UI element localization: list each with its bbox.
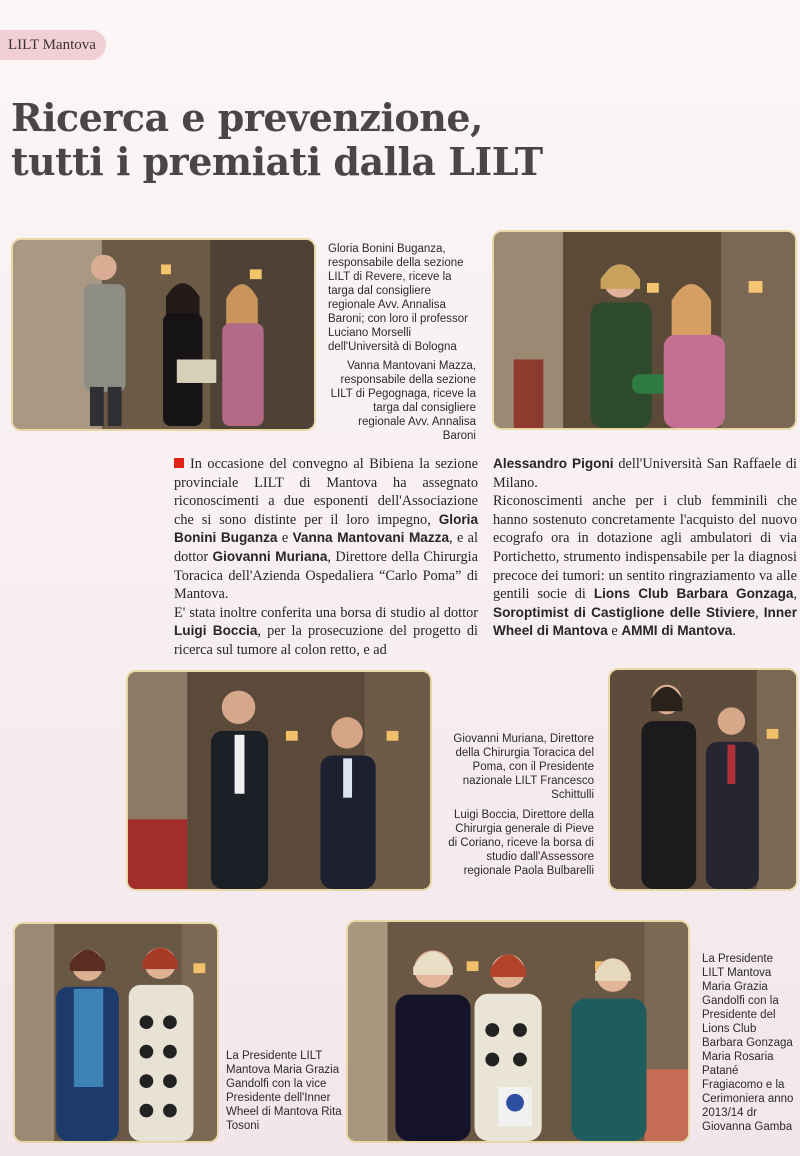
- caption-muriana: Giovanni Muriana, Direttore della Chirurgia Toracica del Poma, con il Presidente nazionale LILT Francesco Schittulli: [453, 733, 594, 801]
- photo-muriana-schittulli: [126, 670, 432, 891]
- caption-boccia: Luigi Boccia, Direttore della Chirurgia generale di Pieve di Coriano, riceve la borsa di studio dall'Assessore regionale Paola Bulbarelli: [448, 809, 594, 877]
- photo-boccia-bulbarelli: [608, 668, 798, 891]
- article-column-left: [174, 455, 478, 660]
- photo-vanna-award: [492, 230, 797, 430]
- page-title: [11, 96, 543, 184]
- article-paragraph-3: Riconoscimenti anche per i club femminili che hanno sostenuto concretamente l'acquisto del nuovo ecografo ora in dotazione agli ambulatori di via Portichetto, strumento indispensabile per la diagnosi precoce dei tumori: un sentito ringraziamento va alle gentili socie di Lions Club Barbara Gonzaga, Soroptimist di Castiglione delle Stiviere, Inner Wheel di Mantova e AMMI di Mantova.: [493, 493, 798, 640]
- headline-line-2: tutti i premiati dalla LILT: [11, 139, 543, 184]
- photo-gloria-award: [11, 238, 316, 431]
- headline-line-1: Ricerca e prevenzione,: [11, 95, 483, 140]
- article-column-right: [493, 455, 797, 641]
- caption-inner-wheel: La Presidente LILT Mantova Maria Grazia Gandolfi con la vice Presidente dell'Inner Wheel di Mantova Rita Tosoni: [226, 1050, 342, 1132]
- article-paragraph-2: E' stata inoltre conferita una borsa di studio al dottor Luigi Boccia, per la prosecuzione del progetto di ricerca sul tumore al colon retto, e ad: [174, 604, 478, 658]
- caption-lions: La Presidente LILT Mantova Maria Grazia Gandolfi con la Presidente del Lions Club Barbara Gonzaga Maria Rosaria Patané Fragiacomo e la Cerimoniera anno 2013/14 dr Giovanna Gamba: [702, 953, 794, 1133]
- caption-gloria: Gloria Bonini Buganza, responsabile della sezione LILT di Revere, riceve la targa dal consigliere regionale Avv. Annalisa Baroni; con loro il professor Luciano Morselli dell'Università di Bologna: [328, 243, 468, 353]
- photo-gandolfi-tosoni: [13, 922, 219, 1143]
- photo-lions-club: [346, 920, 690, 1143]
- red-square-icon: [174, 458, 184, 468]
- section-tag: LILT Mantova: [0, 30, 106, 60]
- article-paragraph-2-continued: Alessandro Pigoni dell'Università San Raffaele di Milano.: [493, 456, 797, 491]
- caption-vanna: Vanna Mantovani Mazza, responsabile della sezione LILT di Pegognaga, riceve la targa dal consigliere regionale Avv. Annalisa Baroni: [330, 360, 476, 442]
- article-paragraph-1: In occasione del convegno al Bibiena la sezione provinciale LILT di Mantova ha assegnato riconoscimenti a due esponenti dell'Associazione che si sono distinte per il loro impegno, Gloria Bonini Buganza e Vanna Mantovani Mazza, e al dottor Giovanni Muriana, Direttore della Chirurgia Toracica dell'Azienda Ospedaliera “Carlo Poma” di Mantova.: [174, 456, 478, 603]
